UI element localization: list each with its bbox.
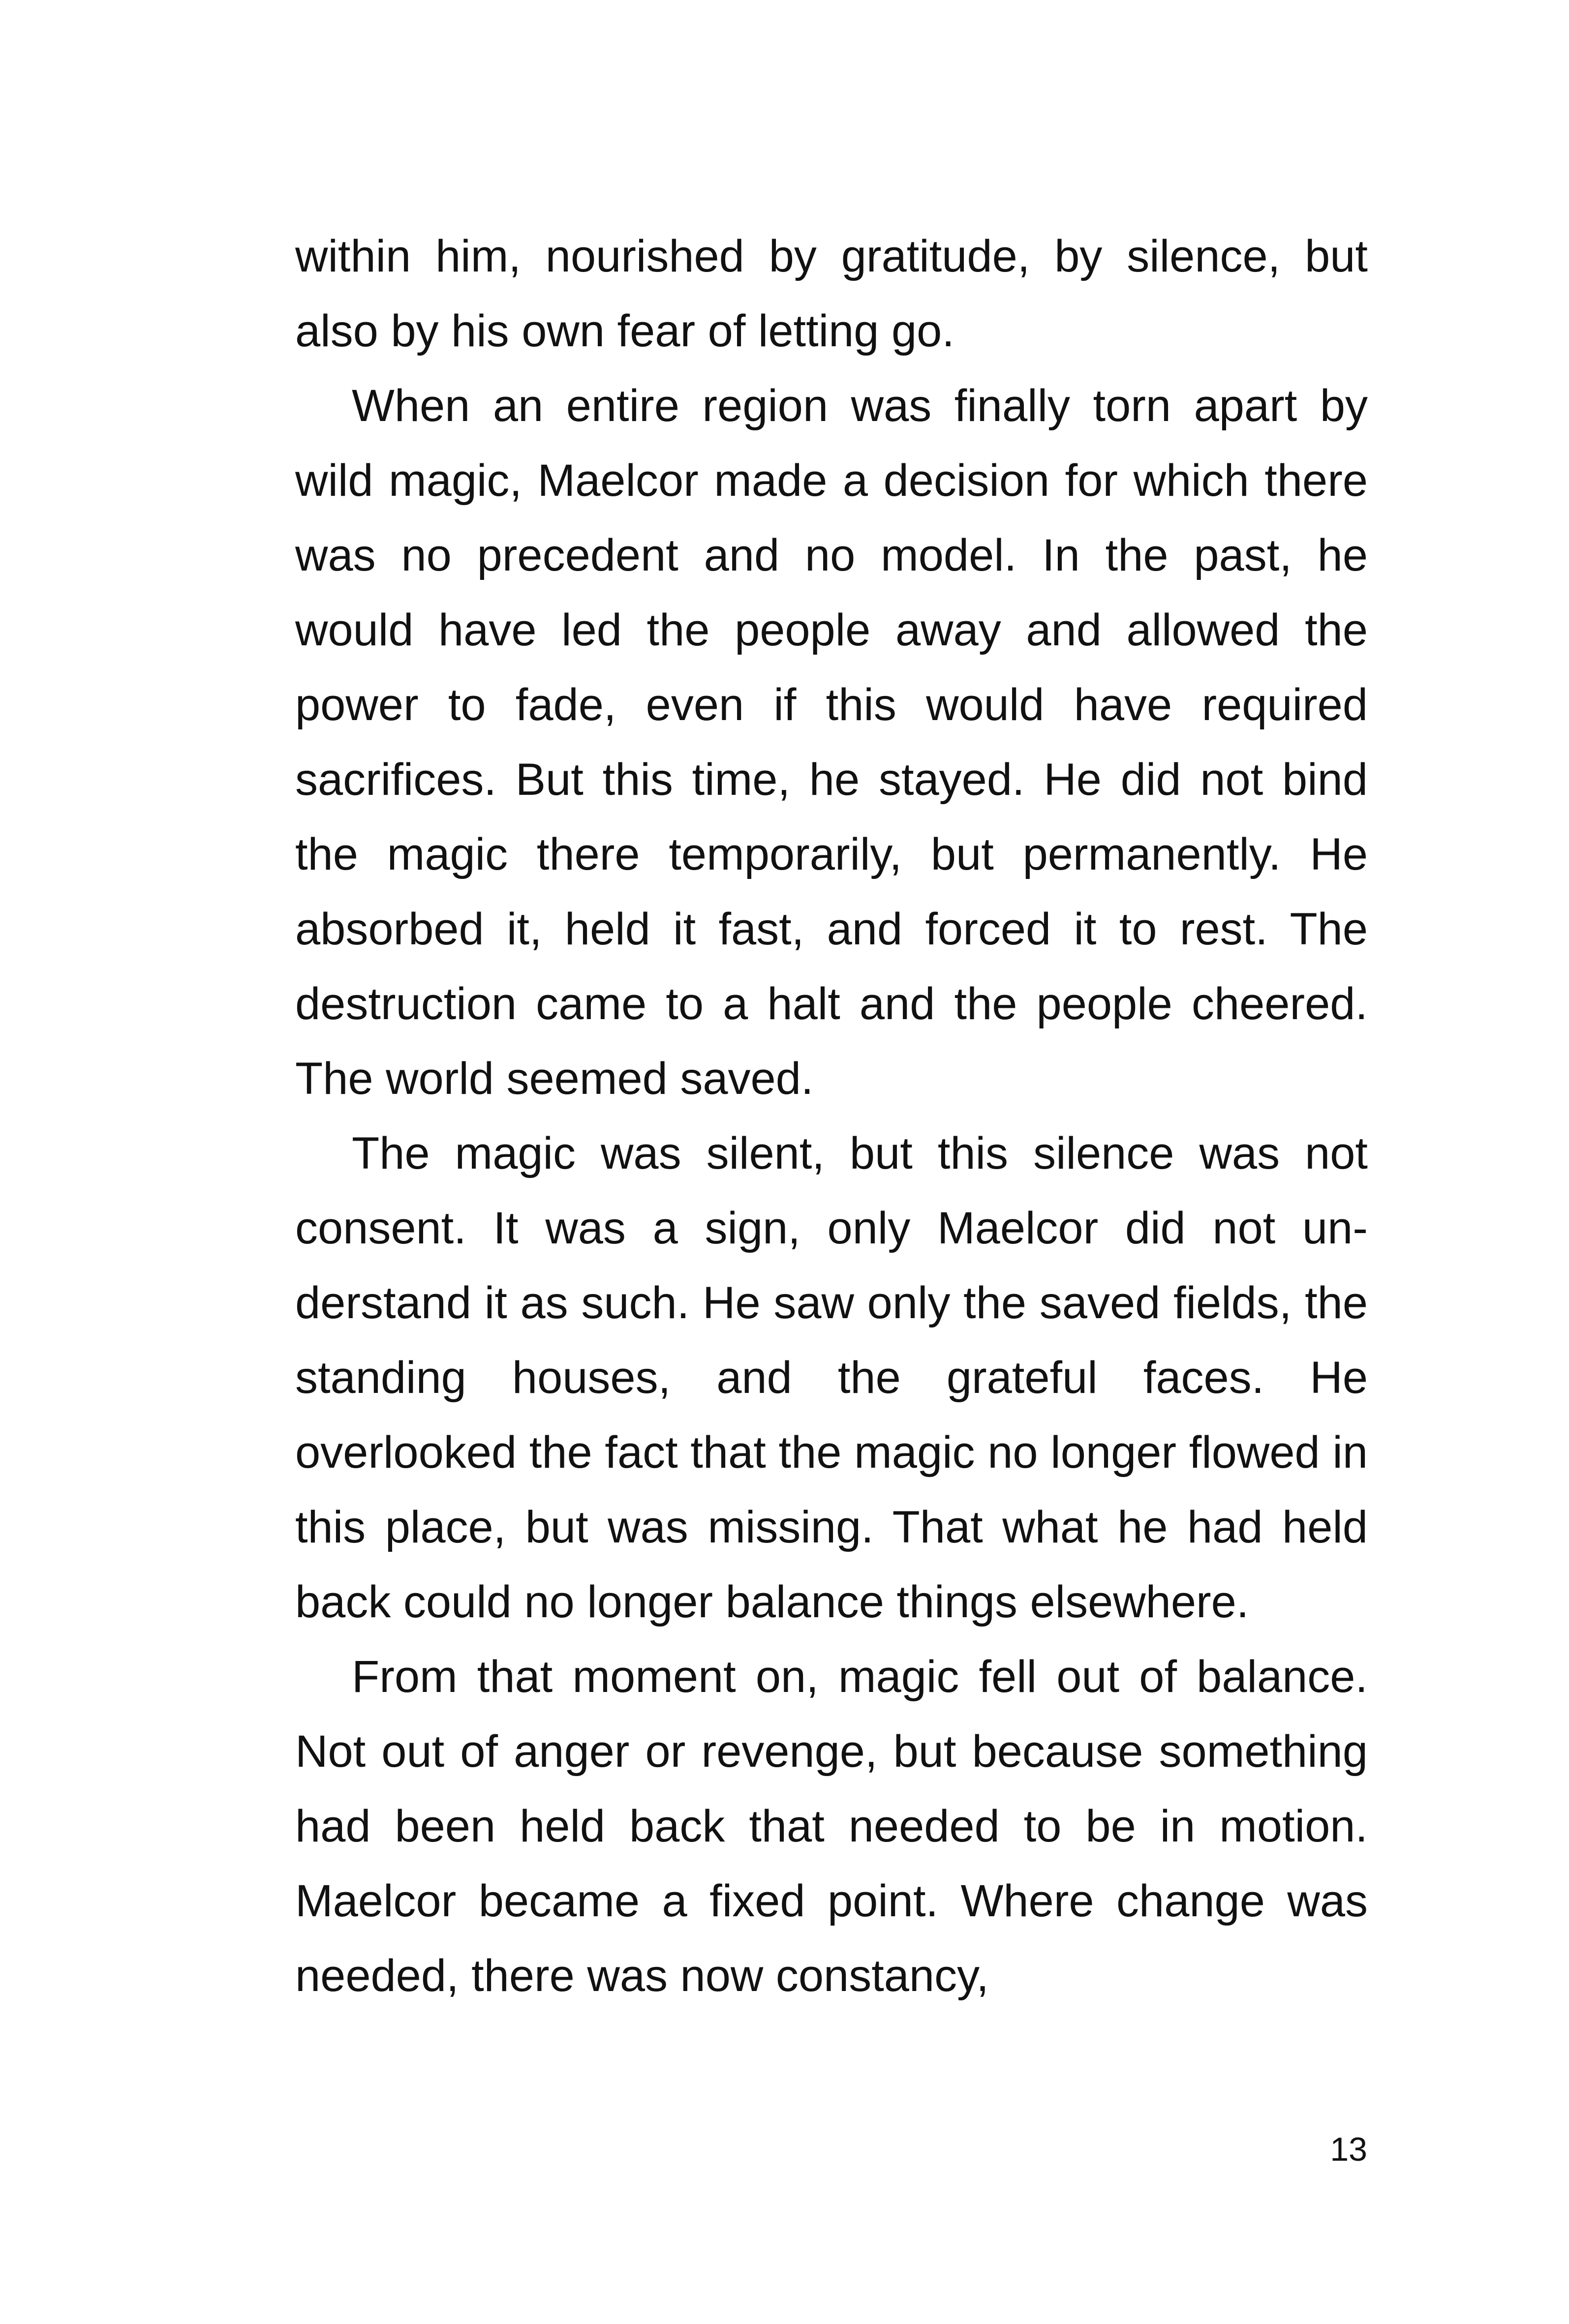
paragraph: From that moment on, magic fell out of balance. Not out of anger or revenge, but because something had been held back that needed to be in motion. Maelcor became a fixed point. Where change was needed, there was now constancy, <box>295 1652 1368 2001</box>
paragraph: When an entire region was finally torn apart by wild magic, Maelcor made a decision for which there was no precedent and no model. In the past, he would have led the people away and allowed the power to fade, even if this would have required sacrifices. But this time, he stayed. He did not bind the magic there temporarily, but permanently. He absorbed it, held it fast, and forced it to rest. The destruction came to a halt and the people cheered. The world seemed saved. <box>295 381 1368 1104</box>
paragraph-continuation: within him, nourished by gratitude, by silence, but also by his own fear of letting go. <box>295 231 1368 356</box>
page-number: 13 <box>1330 2131 1367 2168</box>
body-text <box>295 219 1368 2013</box>
paragraph: The magic was silent, but this silence was not consent. It was a sign, only Maelcor did not understand it as such. He saw only the saved fields, the standing houses, and the grateful faces. He overlooked the fact that the magic no longer flowed in this place, but was missing. That what he had held back could no longer balance things elsewhere. <box>295 1128 1368 1627</box>
